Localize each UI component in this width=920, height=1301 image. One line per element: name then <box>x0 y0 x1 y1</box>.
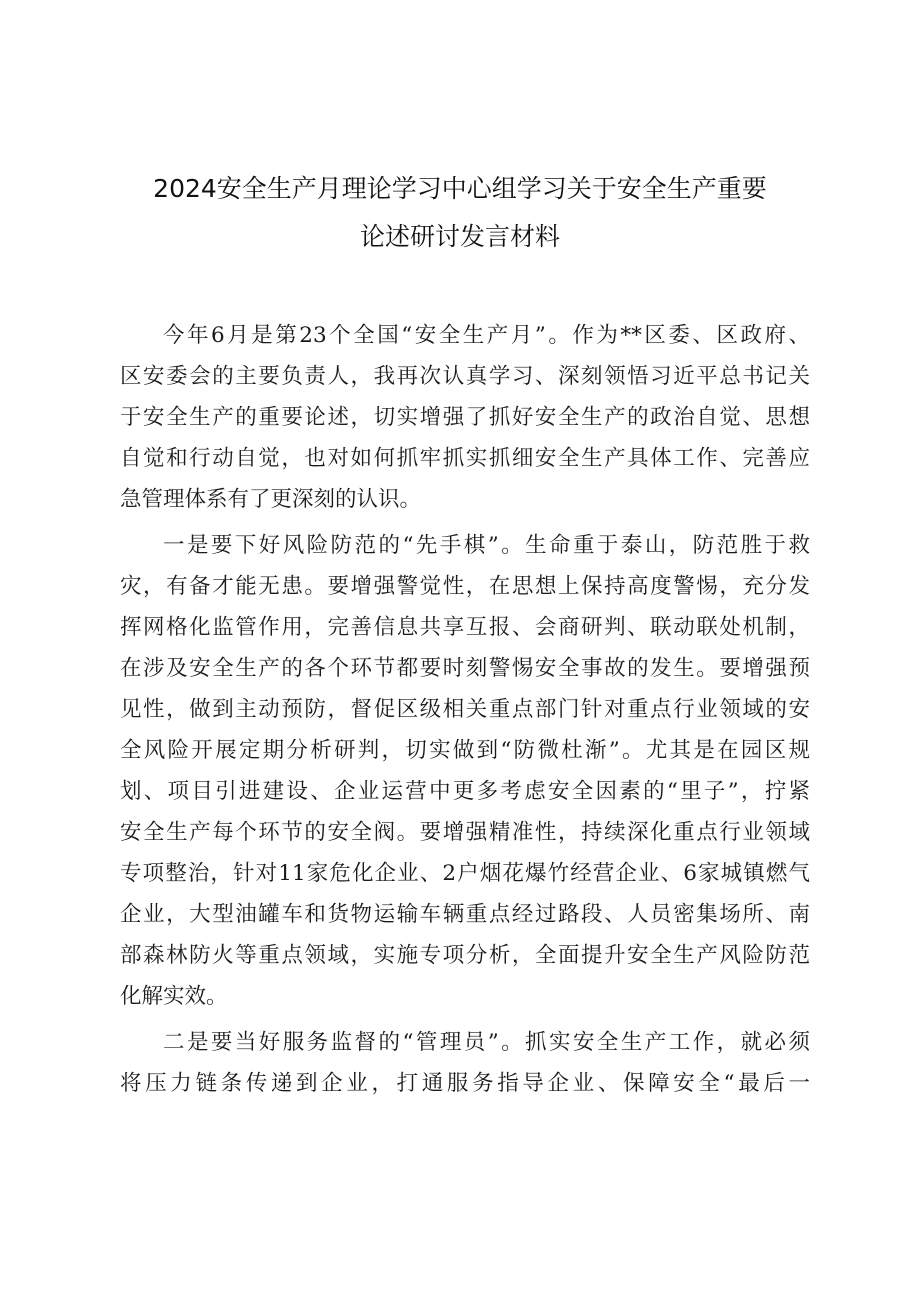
text-line: 在涉及安全生产的各个环节都要时刻警惕安全事故的发生。要增强预 <box>120 656 810 681</box>
title-line-2: 论述研讨发言材料 <box>359 222 560 251</box>
title-line-1: 2024安全生产月理论学习中心组学习关于安全生产重要 <box>153 174 767 203</box>
paragraph-risk-prevention <box>120 525 810 1017</box>
text-line: 自觉和行动自觉，也对如何抓牢抓实抓细安全生产具体工作、完善应 <box>120 446 810 471</box>
text-line: 见性，做到主动预防，督促区级相关重点部门针对重点行业领域的安 <box>120 697 810 722</box>
text-line: 全风险开展定期分析研判，切实做到“防微杜渐”。尤其是在园区规 <box>120 738 810 763</box>
text-line: 将压力链条传递到企业，打通服务指导企业、保障安全“最后一 <box>120 1071 810 1096</box>
text-line: 专项整治，针对11家危化企业、2户烟花爆竹经营企业、6家城镇燃气 <box>120 861 810 886</box>
text-line: 划、项目引进建设、企业运营中更多考虑安全因素的“里子”，拧紧 <box>120 779 810 804</box>
document-title <box>120 165 800 261</box>
text-line: 于安全生产的重要论述，切实增强了抓好安全生产的政治自觉、思想 <box>120 405 810 430</box>
document-body <box>120 315 810 1109</box>
text-line: 灾，有备才能无患。要增强警觉性，在思想上保持高度警惕，充分发 <box>120 574 810 599</box>
paragraph-intro <box>120 315 810 520</box>
text-line: 急管理体系有了更深刻的认识。 <box>120 487 422 512</box>
text-line: 二是要当好服务监督的“管理员”。抓实安全生产工作，就必须 <box>163 1030 810 1055</box>
text-line: 安全生产每个环节的安全阀。要增强精准性，持续深化重点行业领域 <box>120 820 810 845</box>
text-line: 化解实效。 <box>120 984 228 1009</box>
paragraph-service-supervision <box>120 1022 810 1104</box>
text-line: 区安委会的主要负责人，我再次认真学习、深刻领悟习近平总书记关 <box>120 364 810 389</box>
text-line: 一是要下好风险防范的“先手棋”。生命重于泰山，防范胜于救 <box>163 533 810 558</box>
text-line: 挥网格化监管作用，完善信息共享互报、会商研判、联动联处机制， <box>120 615 810 640</box>
text-line: 部森林防火等重点领域，实施专项分析，全面提升安全生产风险防范 <box>120 943 810 968</box>
text-line: 今年6月是第23个全国“安全生产月”。作为**区委、区政府、 <box>163 323 810 348</box>
text-line: 企业，大型油罐车和货物运输车辆重点经过路段、人员密集场所、南 <box>120 902 810 927</box>
